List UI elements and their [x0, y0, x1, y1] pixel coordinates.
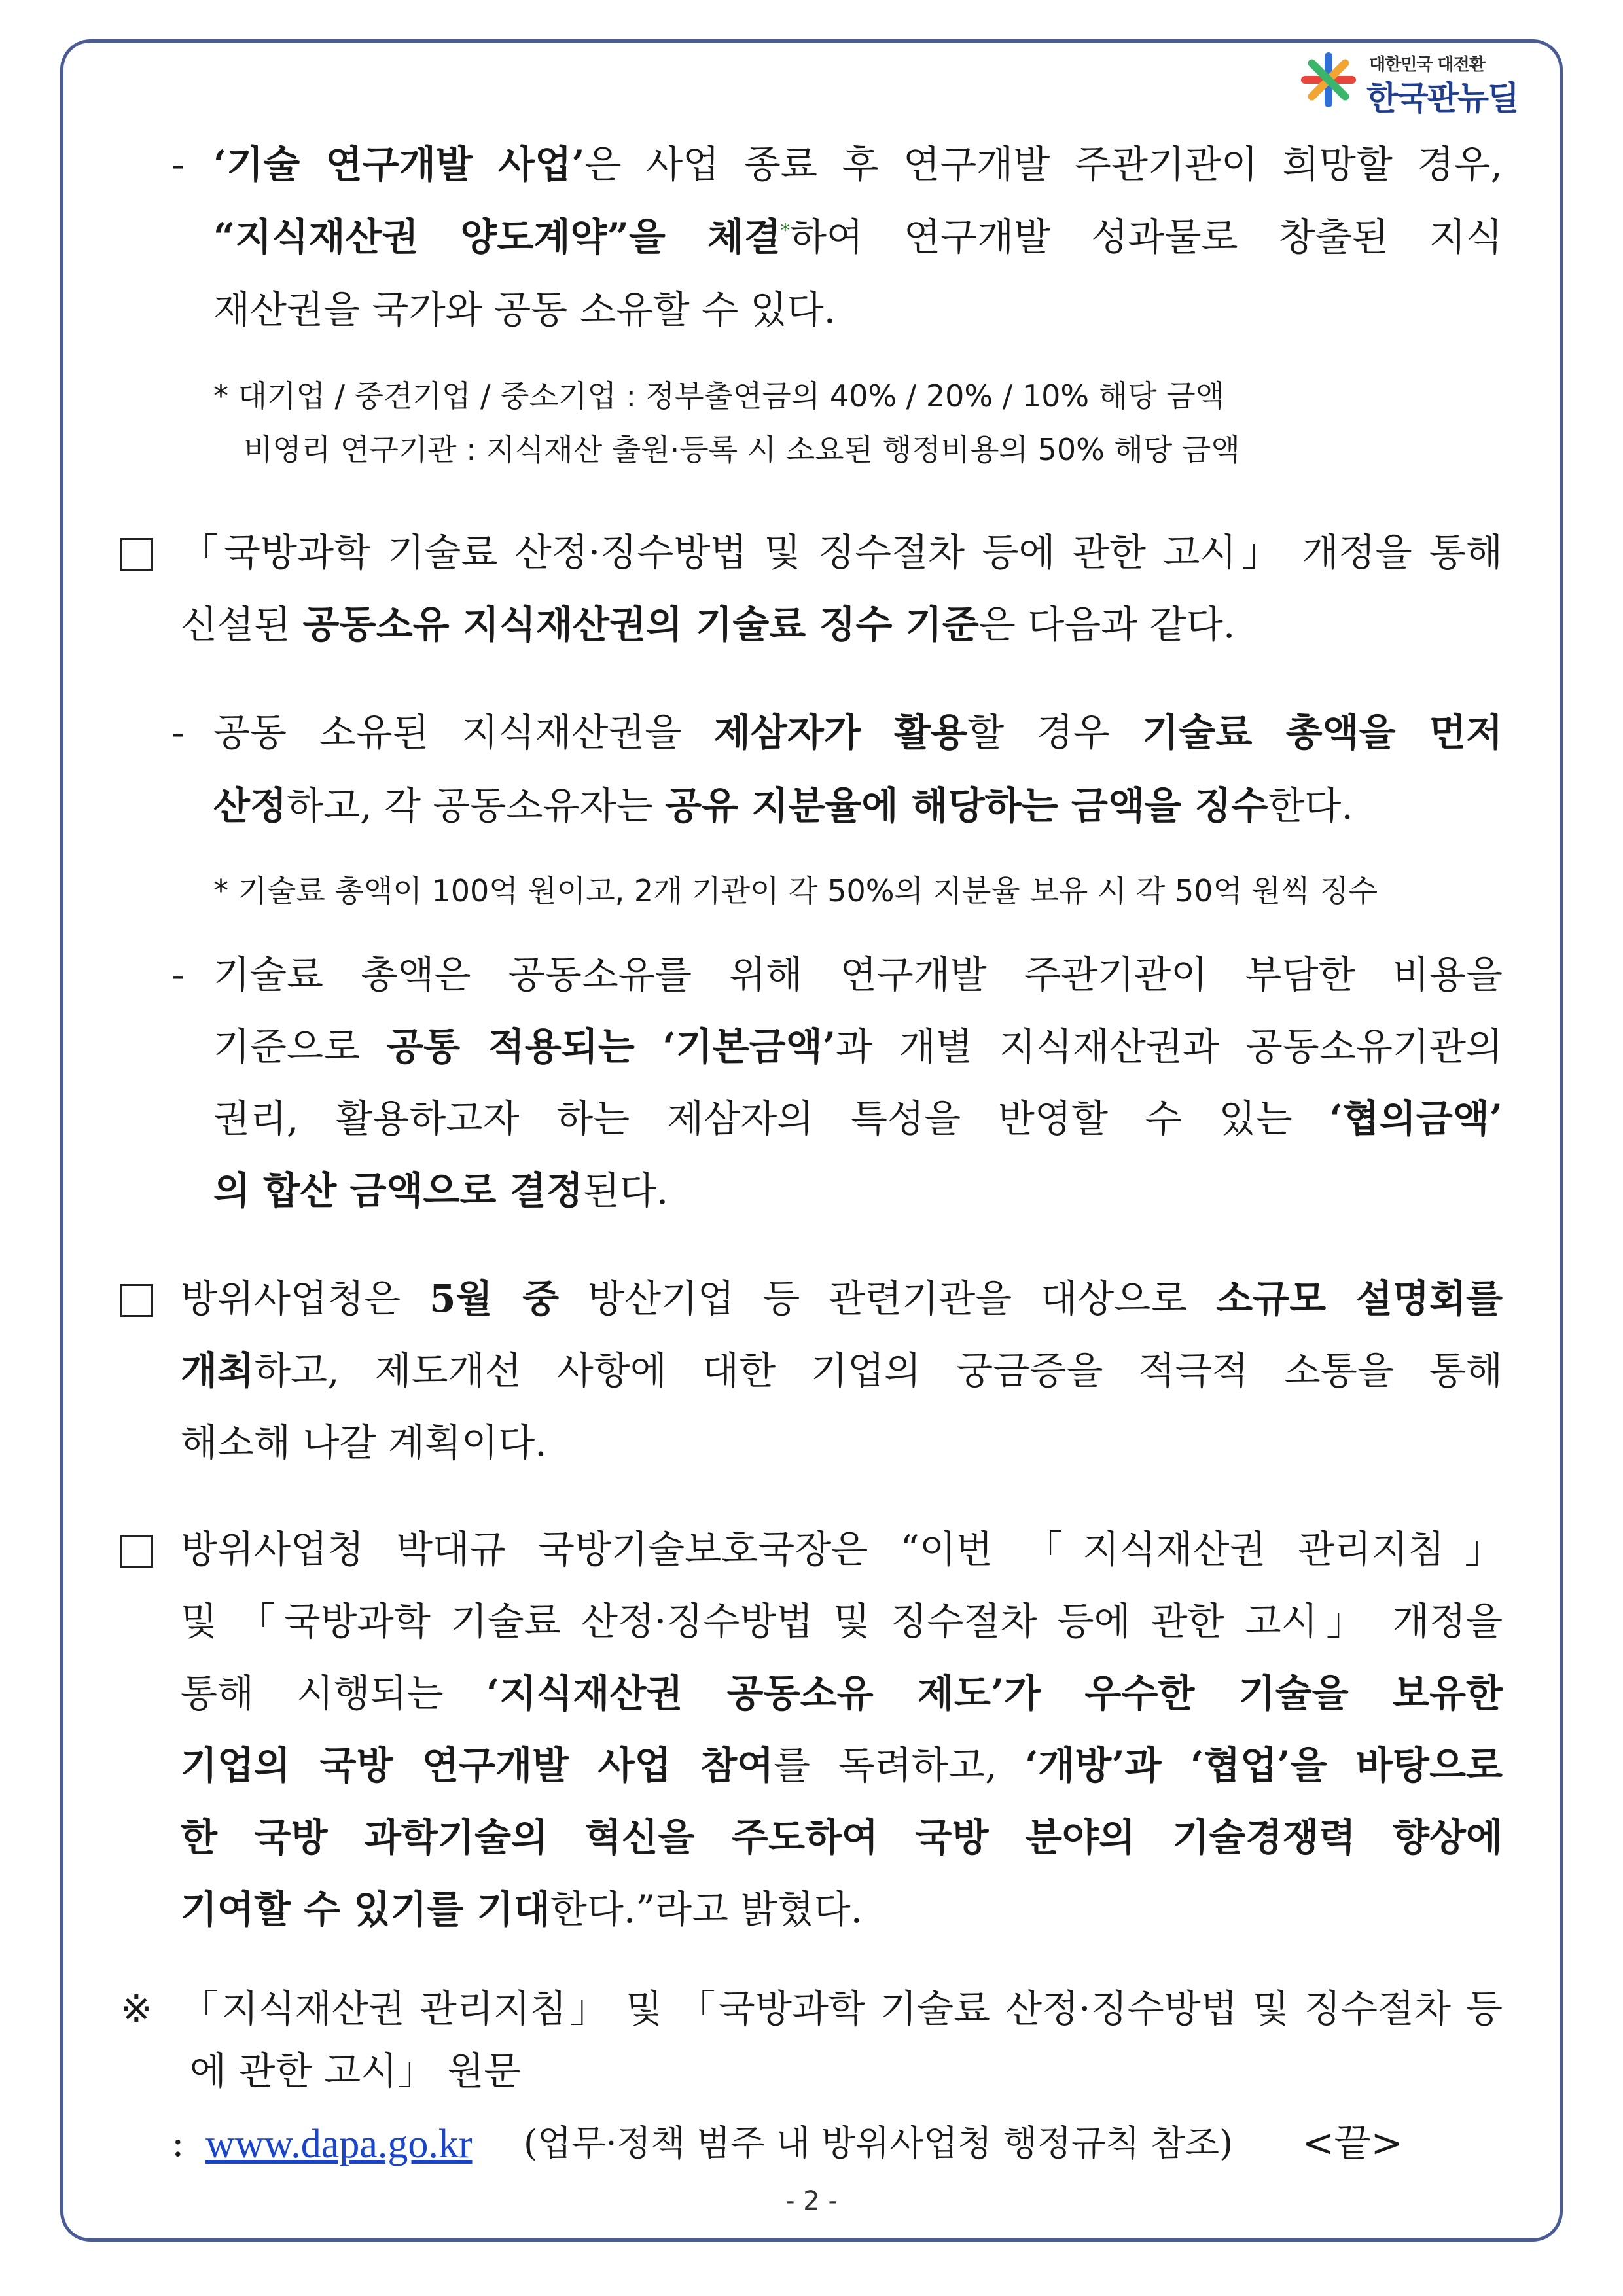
s3-l1b: 5월 중: [429, 1276, 560, 1321]
fee-criteria-term: 공동소유 지식재산권의 기술료 징수 기준: [302, 602, 979, 647]
new-deal-star-icon: [1296, 47, 1361, 113]
section1-line2-text: 하여 연구개발 성과물로 창출된 지식: [789, 215, 1503, 259]
section2-line2-c: 은 다음과 같다.: [978, 602, 1236, 647]
section4-line6: [181, 1887, 863, 1931]
b2-l3a: 권리, 활용하고자 하는 제삼자의 특성을 반영할 수 있는: [213, 1096, 1330, 1141]
section1-line2: [213, 215, 1503, 259]
b2-l2a: 기준으로: [213, 1024, 387, 1069]
section2-note: * 기술료 총액이 100억 원이고, 2개 기관이 각 50%의 지분율 보유 시 각 50억 원씩 징수: [213, 873, 1378, 908]
section2-b1-line1: [213, 710, 1503, 755]
section1-dash: -: [171, 142, 185, 187]
s4-l4b: 를 독려하고,: [774, 1743, 1026, 1787]
s4-l6a: 기여할 수 있기를 기대: [181, 1887, 550, 1931]
logo-subtitle: 대한민국 대전환: [1369, 55, 1485, 75]
s4-l3a: 통해 시행되는: [181, 1671, 487, 1715]
b1-l1a: 공동 소유된 지식재산권을: [213, 710, 714, 755]
section3-line2: [181, 1348, 1503, 1393]
b2-l2b: 공통 적용되는 ‘기본금액’: [386, 1024, 836, 1069]
tech-rnd-project-term: ‘기술 연구개발 사업’: [213, 142, 585, 187]
b1-l1b: 제삼자가 활용: [713, 710, 968, 755]
section2-b1-dash: -: [171, 710, 185, 755]
checkbox-square: [120, 1535, 153, 1568]
reference-line1: 「지식재산권 관리지침」 및 「국방과학 기술료 산정·징수방법 및 징수절차 등: [181, 1986, 1503, 2031]
section2-line2: [181, 602, 1236, 647]
s3-l1a: 방위사업청은: [181, 1276, 430, 1321]
reference-note: (업무·정책 범주 내 방위사업청 행정규칙 참조): [524, 2123, 1234, 2164]
s3-l1c: 방산기업 등 관련기관을 대상으로: [559, 1276, 1217, 1321]
reference-mark: ※: [120, 1986, 152, 2031]
s4-l4a: 기업의 국방 연구개발 사업 참여: [181, 1743, 774, 1787]
section2-b2-line1: 기술료 총액은 공동소유를 위해 연구개발 주관기관이 부담한 비용을: [213, 952, 1503, 997]
reference-colon: :: [171, 2121, 185, 2165]
section4-line3: [181, 1671, 1503, 1715]
checkbox-square: [120, 1284, 153, 1317]
dapa-website-link[interactable]: www.dapa.go.kr: [205, 2122, 473, 2166]
end-mark: <끝>: [1302, 2121, 1403, 2165]
b2-l4a: 의 합산 금액으로 결정: [213, 1168, 583, 1213]
section3-line3: 해소해 나갈 계획이다.: [181, 1420, 547, 1465]
s4-l3b: ‘지식재산권 공동소유 제도’가 우수한 기술을 보유한: [486, 1671, 1503, 1715]
section1-line1: [213, 142, 1503, 187]
section2-b1-line2: [213, 783, 1353, 828]
b1-l2c: 공유 지분율에 해당하는 금액을 징수: [665, 783, 1268, 828]
section1-line3: 재산권을 국가와 공동 소유할 수 있다.: [213, 287, 836, 332]
b1-l1c: 할 경우: [967, 710, 1143, 755]
section2-b2-line2: [213, 1024, 1503, 1069]
b1-l2a: 산정: [213, 783, 287, 828]
b2-l2c: 과 개별 지식재산권과 공동소유기관의: [835, 1024, 1503, 1069]
section1-note1: * 대기업 / 중견기업 / 중소기업 : 정부출연금의 40% / 20% / 10% 해당 금액: [213, 378, 1225, 414]
section1-line1-text: 은 사업 종료 후 연구개발 주관기관이 희망할 경우,: [584, 142, 1503, 187]
section3-line1: [181, 1276, 1503, 1321]
footnote-star: *: [780, 219, 790, 242]
s4-l6b: 한다.”라고 밝혔다.: [550, 1887, 863, 1931]
logo-title: 한국판뉴딜: [1366, 79, 1518, 117]
korean-new-deal-logo: [1296, 47, 1531, 119]
section2-line2-a: 신설된: [181, 602, 303, 647]
section2-b2-line3: [213, 1096, 1503, 1141]
checkbox-square: [120, 538, 153, 571]
section2-line1: 「국방과학 기술료 산정·징수방법 및 징수절차 등에 관한 고시」 개정을 통해: [181, 530, 1503, 575]
section4-line4: [181, 1743, 1503, 1787]
b1-l2d: 한다.: [1268, 783, 1353, 828]
section4-line2: 및 「국방과학 기술료 산정·징수방법 및 징수절차 등에 관한 고시」 개정을: [181, 1599, 1503, 1643]
s3-l2a: 개최: [181, 1348, 255, 1393]
b1-l2b: 하고, 각 공동소유자는: [287, 783, 666, 828]
page-number: - 2 -: [785, 2186, 838, 2216]
section2-b2-dash: -: [171, 952, 185, 997]
b2-l4b: 된다.: [582, 1168, 669, 1213]
section1-note2: 비영리 연구기관 : 지식재산 출원·등록 시 소요된 행정비용의 50% 해당 금액: [243, 432, 1240, 467]
section4-line1: 방위사업청 박대규 국방기술보호국장은 “이번 「지식재산권 관리지침」: [181, 1527, 1503, 1571]
b1-l1d: 기술료 총액을 먼저: [1142, 710, 1503, 755]
s3-l1d: 소규모 설명회를: [1216, 1276, 1503, 1321]
reference-line2: 에 관한 고시」 원문: [190, 2049, 521, 2093]
transfer-contract-term: “지식재산권 양도계약”을 체결: [213, 215, 781, 259]
section2-b2-line4: [213, 1168, 669, 1213]
s4-l4c: ‘개방’과 ‘협업’을 바탕으로: [1025, 1743, 1503, 1787]
s3-l2b: 하고, 제도개선 사항에 대한 기업의 궁금증을 적극적 소통을 통해: [254, 1348, 1503, 1393]
section4-line5: 한 국방 과학기술의 혁신을 주도하여 국방 분야의 기술경쟁력 향상에: [181, 1815, 1503, 1859]
b2-l3b: ‘협의금액’: [1329, 1096, 1503, 1141]
